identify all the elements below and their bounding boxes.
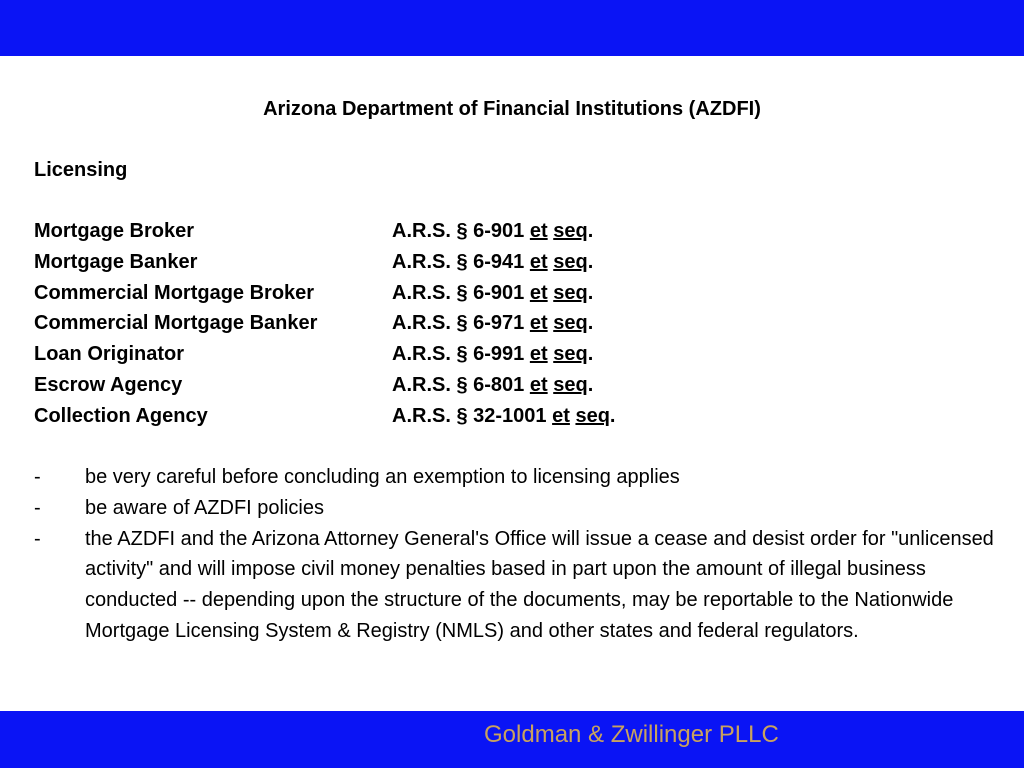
bullet-dash: - [34, 466, 41, 488]
statute-text: A.R.S. § 6-971 [392, 312, 525, 335]
footer-firm-name: Goldman & Zwillinger PLLC [484, 721, 779, 748]
license-type: Loan Originator [34, 343, 184, 366]
bullet-dash: - [34, 496, 41, 519]
period: . [587, 343, 594, 366]
bullet-text: be very careful before concluding an exemption to licensing applies [85, 466, 680, 488]
seq-word: seq [553, 343, 588, 366]
period: . [587, 281, 594, 304]
license-type: Mortgage Banker [34, 250, 198, 273]
slide-title: Arizona Department of Financial Institutions (AZDFI) [263, 98, 761, 120]
period: . [587, 250, 594, 273]
seq-word: seq [553, 220, 588, 242]
license-type: Mortgage Broker [34, 220, 195, 242]
license-row [34, 216, 734, 247]
license-statute [392, 401, 615, 432]
bullet-dash: - [34, 527, 41, 550]
license-row [34, 401, 734, 432]
bullet-item [34, 493, 994, 524]
et-word: et [529, 373, 548, 396]
seq-word: seq [553, 312, 588, 335]
section-heading: Licensing [34, 159, 128, 181]
et-word: et [529, 250, 548, 273]
statute-text: A.R.S. § 6-801 [392, 373, 525, 396]
period: . [587, 220, 594, 242]
license-statute [392, 216, 593, 247]
period: . [587, 373, 594, 396]
bullet-item [34, 462, 994, 493]
license-statute [392, 247, 593, 278]
statute-text: A.R.S. § 6-941 [392, 250, 525, 273]
seq-word: seq [553, 373, 588, 396]
license-row [34, 339, 734, 370]
license-table [34, 216, 734, 432]
bullet-item [34, 524, 994, 647]
statute-text: A.R.S. § 6-901 [392, 220, 525, 242]
license-type: Escrow Agency [34, 373, 183, 396]
seq-word: seq [553, 250, 588, 273]
bullet-list [34, 462, 994, 647]
et-word: et [529, 281, 548, 304]
et-word: et [529, 220, 548, 242]
period: . [609, 404, 616, 427]
et-word: et [529, 343, 548, 366]
statute-text: A.R.S. § 6-991 [392, 343, 525, 366]
et-word: et [552, 404, 570, 427]
bullet-text: the AZDFI and the Arizona Attorney General's Office will issue a cease and desist order for "unlicensed activity" and will impose civil money penalties based in part upon the amount of illegal business conducted -- depending upon the structure of the documents, may be reportable to the Nationwide Mortgage Licensing System & Registry (NMLS) and other states and federal regulators. [85, 527, 994, 642]
license-type: Commercial Mortgage Banker [34, 312, 318, 335]
license-type: Commercial Mortgage Broker [34, 281, 315, 304]
statute-text: A.R.S. § 6-901 [392, 281, 525, 304]
statute-text: A.R.S. § 32-1001 [392, 404, 547, 427]
license-statute [392, 308, 593, 339]
license-statute [392, 339, 593, 370]
bullet-text: be aware of AZDFI policies [85, 496, 324, 519]
et-word: et [529, 312, 548, 335]
license-row [34, 308, 734, 339]
license-row [34, 370, 734, 401]
license-row [34, 278, 734, 309]
license-statute [392, 278, 593, 309]
license-row [34, 247, 734, 278]
license-type: Collection Agency [34, 404, 208, 427]
seq-word: seq [553, 281, 588, 304]
license-statute [392, 370, 593, 401]
top-bar [0, 0, 1024, 56]
period: . [587, 312, 594, 335]
seq-word: seq [575, 404, 610, 427]
